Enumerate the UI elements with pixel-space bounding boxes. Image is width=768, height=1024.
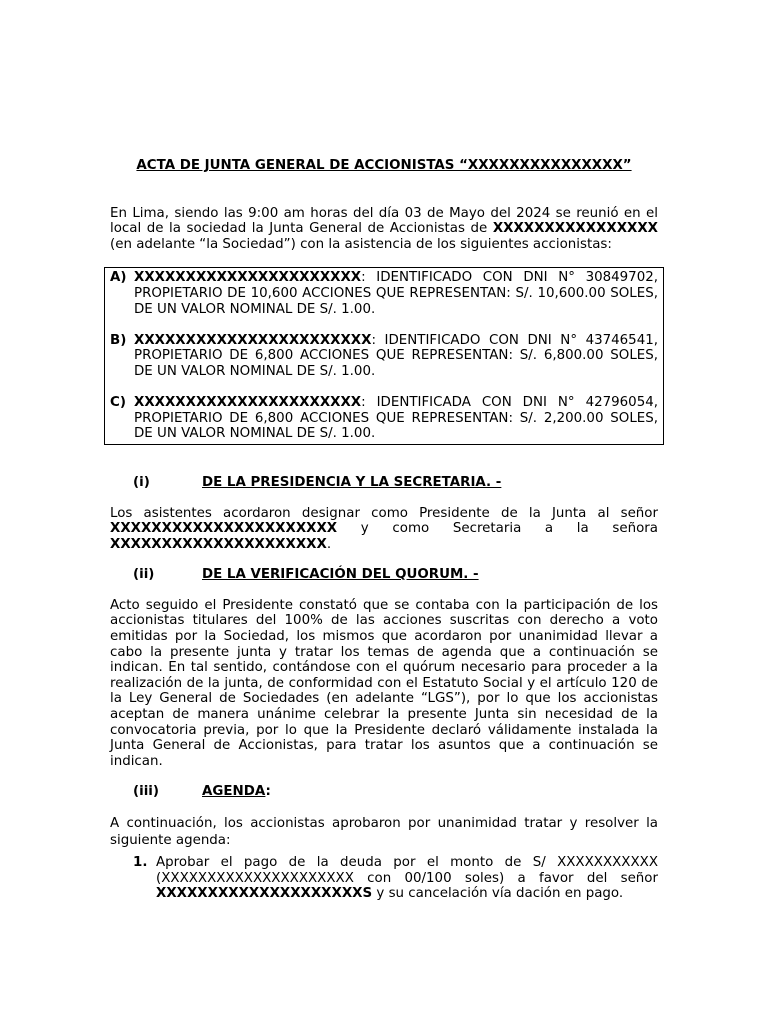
presidencia-paragraph — [110, 506, 658, 553]
presidencia-text-2: y como Secretaria a la señora — [337, 521, 658, 537]
shareholder-details: : IDENTIFICADA CON DNI N° 42796054, PROPIETARIO DE 6,800 ACCIONES QUE REPRESENTAN: S/. 2,200.00 SOLES, DE UN VALOR NOMINAL DE S/. 1.00. — [134, 395, 658, 442]
shareholder-letter: A) — [110, 270, 127, 286]
intro-text-2: (en adelante “la Sociedad”) con la asistencia de los siguientes accionistas: — [110, 236, 612, 252]
shareholder-item — [110, 333, 658, 380]
quorum-paragraph: Acto seguido el Presidente constató que se contaba con la participación de los accionistas titulares del 100% de las acciones suscritas con derecho a voto emitidas por la Sociedad, los mismos que acordaron por unanimidad llevar a cabo la presente junta y tratar los temas de agenda que a continuación se indican. En tal sentido, contándose con el quórum necesario para proceder a la realización de la junta, de conformidad con el Estatuto Social y el artículo 120 de la Ley General de Sociedades (en adelante “LGS”), por lo que los accionistas aceptan de manera unánime celebrar la presente Junta sin necesidad de la convocatoria previa, por lo que la Presidente declaró válidamente instalada la Junta General de Accionistas, para tratar los asuntos que a continuación se indican. — [110, 597, 658, 769]
document-page — [110, 150, 658, 902]
section-number: (i) — [133, 474, 150, 490]
shareholder-item — [110, 395, 658, 442]
document-title: ACTA DE JUNTA GENERAL DE ACCIONISTAS “XXXXXXXXXXXXXXX” — [136, 158, 632, 173]
section-number: (ii) — [133, 567, 155, 583]
shareholder-text — [134, 395, 658, 442]
intro-paragraph — [110, 206, 658, 253]
shareholder-text — [134, 333, 658, 380]
shareholder-details: : IDENTIFICADO CON DNI N° 30849702, PROPIETARIO DE 10,600 ACCIONES QUE REPRESENTAN: S/. 10,600.00 SOLES, DE UN VALOR NOMINAL DE S/. 1.00. — [134, 270, 658, 317]
secretary-name: XXXXXXXXXXXXXXXXXXXXX — [110, 536, 327, 552]
section-title: DE LA PRESIDENCIA Y LA SECRETARIA. - — [202, 474, 502, 490]
section-title: DE LA VERIFICACIÓN DEL QUORUM. - — [202, 567, 479, 583]
shareholder-letter: C) — [110, 395, 126, 411]
section-heading-presidencia — [133, 475, 658, 491]
shareholder-item — [110, 270, 658, 317]
section-heading-quorum — [133, 567, 658, 583]
shareholder-name: XXXXXXXXXXXXXXXXXXXXXX — [134, 270, 362, 286]
section-title-colon: : — [265, 784, 271, 800]
shareholder-name: XXXXXXXXXXXXXXXXXXXXXX — [134, 395, 362, 411]
shareholders-box — [104, 267, 664, 445]
shareholder-name: XXXXXXXXXXXXXXXXXXXXXXX — [134, 332, 372, 348]
section-heading-agenda — [133, 784, 658, 800]
section-title: AGENDA — [202, 784, 266, 800]
shareholder-text — [134, 270, 658, 317]
shareholder-details: : IDENTIFICADO CON DNI N° 43746541, PROPIETARIO DE 6,800 ACCIONES QUE REPRESENTAN: S/. 6,800.00 SOLES, DE UN VALOR NOMINAL DE S/. 1.00. — [134, 332, 658, 379]
section-number: (iii) — [133, 784, 160, 800]
president-name: XXXXXXXXXXXXXXXXXXXXXX — [110, 521, 338, 537]
presidencia-text-3: . — [326, 536, 332, 552]
presidencia-text-1: Los asistentes acordaron designar como Presidente de la Junta al señor — [110, 505, 658, 521]
agenda-item-text-1: Aprobar el pago de la deuda por el monto de S/ XXXXXXXXXXX (XXXXXXXXXXXXXXXXXXXXX con 00/100 soles) a favor del señor — [156, 855, 658, 886]
agenda-item-text-2: y su cancelación vía dación en pago. — [372, 886, 624, 902]
section-title-wrap — [202, 784, 271, 800]
agenda-intro-paragraph: A continuación, los accionistas aprobaron por unanimidad tratar y resolver la siguiente agenda: — [110, 816, 658, 848]
agenda-item-number: 1. — [133, 855, 148, 870]
agenda-item-text — [156, 855, 658, 902]
company-name: XXXXXXXXXXXXXXXX — [492, 221, 658, 237]
agenda-item — [133, 855, 658, 902]
intro-text-1: En Lima, siendo las 9:00 am horas del día 03 de Mayo del 2024 se reunió en el local de la sociedad la Junta General de Accionistas de — [110, 205, 658, 237]
shareholder-letter: B) — [110, 332, 127, 348]
creditor-name: XXXXXXXXXXXXXXXXXXXXS — [156, 886, 373, 902]
